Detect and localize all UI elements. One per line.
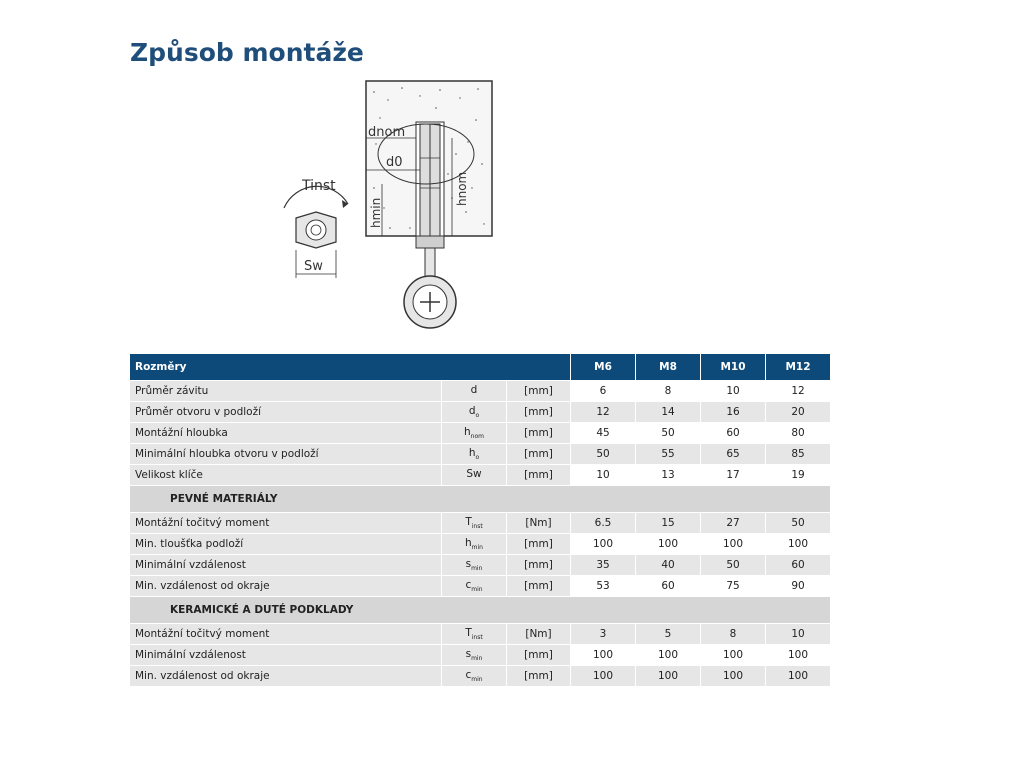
row-unit: [mm] bbox=[507, 402, 571, 423]
row-label: Montážní hloubka bbox=[130, 423, 442, 444]
dnom-label: dnom bbox=[368, 125, 406, 140]
cell-value: 60 bbox=[636, 576, 701, 597]
section-row-solid bbox=[130, 486, 831, 513]
cell-value: 15 bbox=[636, 513, 701, 534]
row-symbol: $c_{min}$ bbox=[442, 666, 507, 687]
eye-shank bbox=[425, 248, 435, 278]
cell-value: 100 bbox=[636, 534, 701, 555]
cell-value: 8 bbox=[701, 624, 766, 645]
cell-value: 100 bbox=[766, 645, 831, 666]
row-unit: [mm] bbox=[507, 555, 571, 576]
row-label: Montážní točitvý moment bbox=[130, 513, 442, 534]
cell-value: 100 bbox=[571, 666, 636, 687]
row-symbol: $s_{min}$ bbox=[442, 555, 507, 576]
cell-value: 60 bbox=[701, 423, 766, 444]
row-unit: [mm] bbox=[507, 381, 571, 402]
table-row bbox=[130, 402, 831, 423]
row-label: Minimální vzdálenost bbox=[130, 555, 442, 576]
section-title: PEVNÉ MATERIÁLY bbox=[130, 486, 831, 513]
cell-value: 53 bbox=[571, 576, 636, 597]
row-label: Minimální vzdálenost bbox=[130, 645, 442, 666]
row-label: Průměr závitu bbox=[130, 381, 442, 402]
row-unit: [mm] bbox=[507, 645, 571, 666]
row-symbol: $s_{min}$ bbox=[442, 645, 507, 666]
row-unit: [mm] bbox=[507, 465, 571, 486]
header-size-m10: M10 bbox=[701, 354, 766, 381]
table-row bbox=[130, 381, 831, 402]
cell-value: 65 bbox=[701, 444, 766, 465]
cell-value: 100 bbox=[636, 645, 701, 666]
cell-value: 90 bbox=[766, 576, 831, 597]
table-row bbox=[130, 534, 831, 555]
cell-value: 6 bbox=[571, 381, 636, 402]
cell-value: 6.5 bbox=[571, 513, 636, 534]
table-row bbox=[130, 576, 831, 597]
table-row bbox=[130, 444, 831, 465]
table-row bbox=[130, 645, 831, 666]
row-symbol: $h_{nom}$ bbox=[442, 423, 507, 444]
row-label: Min. tloušťka podloží bbox=[130, 534, 442, 555]
row-unit: [mm] bbox=[507, 576, 571, 597]
row-label: Montážní točitvý moment bbox=[130, 624, 442, 645]
row-symbol: $c_{min}$ bbox=[442, 576, 507, 597]
row-unit: [mm] bbox=[507, 444, 571, 465]
cell-value: 100 bbox=[766, 534, 831, 555]
row-label: Průměr otvoru v podloží bbox=[130, 402, 442, 423]
cell-value: 12 bbox=[766, 381, 831, 402]
sw-label: Sw bbox=[304, 259, 323, 274]
row-symbol: Sw bbox=[442, 465, 507, 486]
row-symbol: $T_{inst}$ bbox=[442, 513, 507, 534]
tinst-label: Tinst bbox=[302, 178, 336, 194]
header-size-m8: M8 bbox=[636, 354, 701, 381]
cell-value: 50 bbox=[571, 444, 636, 465]
table-row bbox=[130, 465, 831, 486]
cell-value: 100 bbox=[636, 666, 701, 687]
cell-value: 27 bbox=[701, 513, 766, 534]
row-symbol: $T_{inst}$ bbox=[442, 624, 507, 645]
anchor-nut bbox=[416, 236, 444, 248]
d0-label: d0 bbox=[386, 155, 403, 170]
installation-diagram bbox=[270, 78, 500, 336]
table-row bbox=[130, 513, 831, 534]
cell-value: 20 bbox=[766, 402, 831, 423]
header-size-m6: M6 bbox=[571, 354, 636, 381]
row-unit: [Nm] bbox=[507, 513, 571, 534]
row-unit: [mm] bbox=[507, 534, 571, 555]
row-label: Min. vzdálenost od okraje bbox=[130, 666, 442, 687]
row-unit: [mm] bbox=[507, 423, 571, 444]
cell-value: 100 bbox=[571, 645, 636, 666]
cell-value: 16 bbox=[701, 402, 766, 423]
cell-value: 85 bbox=[766, 444, 831, 465]
table-header-row bbox=[130, 354, 831, 381]
table-row bbox=[130, 423, 831, 444]
hmin-label: hmin bbox=[369, 197, 383, 228]
cell-value: 13 bbox=[636, 465, 701, 486]
cell-value: 17 bbox=[701, 465, 766, 486]
cell-value: 40 bbox=[636, 555, 701, 576]
cell-value: 5 bbox=[636, 624, 701, 645]
section-row-hollow bbox=[130, 597, 831, 624]
cell-value: 75 bbox=[701, 576, 766, 597]
cell-value: 100 bbox=[701, 645, 766, 666]
cell-value: 55 bbox=[636, 444, 701, 465]
cell-value: 14 bbox=[636, 402, 701, 423]
dimensions-table bbox=[129, 353, 831, 687]
section-title: KERAMICKÉ A DUTÉ PODKLADY bbox=[130, 597, 831, 624]
cell-value: 19 bbox=[766, 465, 831, 486]
row-label: Velikost klíče bbox=[130, 465, 442, 486]
table-row bbox=[130, 624, 831, 645]
cell-value: 35 bbox=[571, 555, 636, 576]
cell-value: 10 bbox=[701, 381, 766, 402]
cell-value: 10 bbox=[571, 465, 636, 486]
cell-value: 12 bbox=[571, 402, 636, 423]
row-symbol: $h_{min}$ bbox=[442, 534, 507, 555]
row-symbol: d bbox=[442, 381, 507, 402]
row-unit: [mm] bbox=[507, 666, 571, 687]
row-label: Min. vzdálenost od okraje bbox=[130, 576, 442, 597]
table-row bbox=[130, 666, 831, 687]
cell-value: 100 bbox=[766, 666, 831, 687]
row-symbol: $h_o$ bbox=[442, 444, 507, 465]
cell-value: 50 bbox=[766, 513, 831, 534]
page-title: Způsob montáže bbox=[130, 38, 364, 67]
cell-value: 100 bbox=[701, 534, 766, 555]
hnom-label: hnom bbox=[455, 171, 469, 206]
row-label: Minimální hloubka otvoru v podloží bbox=[130, 444, 442, 465]
cell-value: 80 bbox=[766, 423, 831, 444]
cell-value: 8 bbox=[636, 381, 701, 402]
table-row bbox=[130, 555, 831, 576]
row-unit: [Nm] bbox=[507, 624, 571, 645]
header-size-m12: M12 bbox=[766, 354, 831, 381]
header-dimensions: Rozměry bbox=[130, 354, 571, 381]
row-symbol: $d_o$ bbox=[442, 402, 507, 423]
cell-value: 50 bbox=[701, 555, 766, 576]
cell-value: 10 bbox=[766, 624, 831, 645]
cell-value: 50 bbox=[636, 423, 701, 444]
cell-value: 100 bbox=[571, 534, 636, 555]
cell-value: 100 bbox=[701, 666, 766, 687]
cell-value: 3 bbox=[571, 624, 636, 645]
cell-value: 60 bbox=[766, 555, 831, 576]
cell-value: 45 bbox=[571, 423, 636, 444]
